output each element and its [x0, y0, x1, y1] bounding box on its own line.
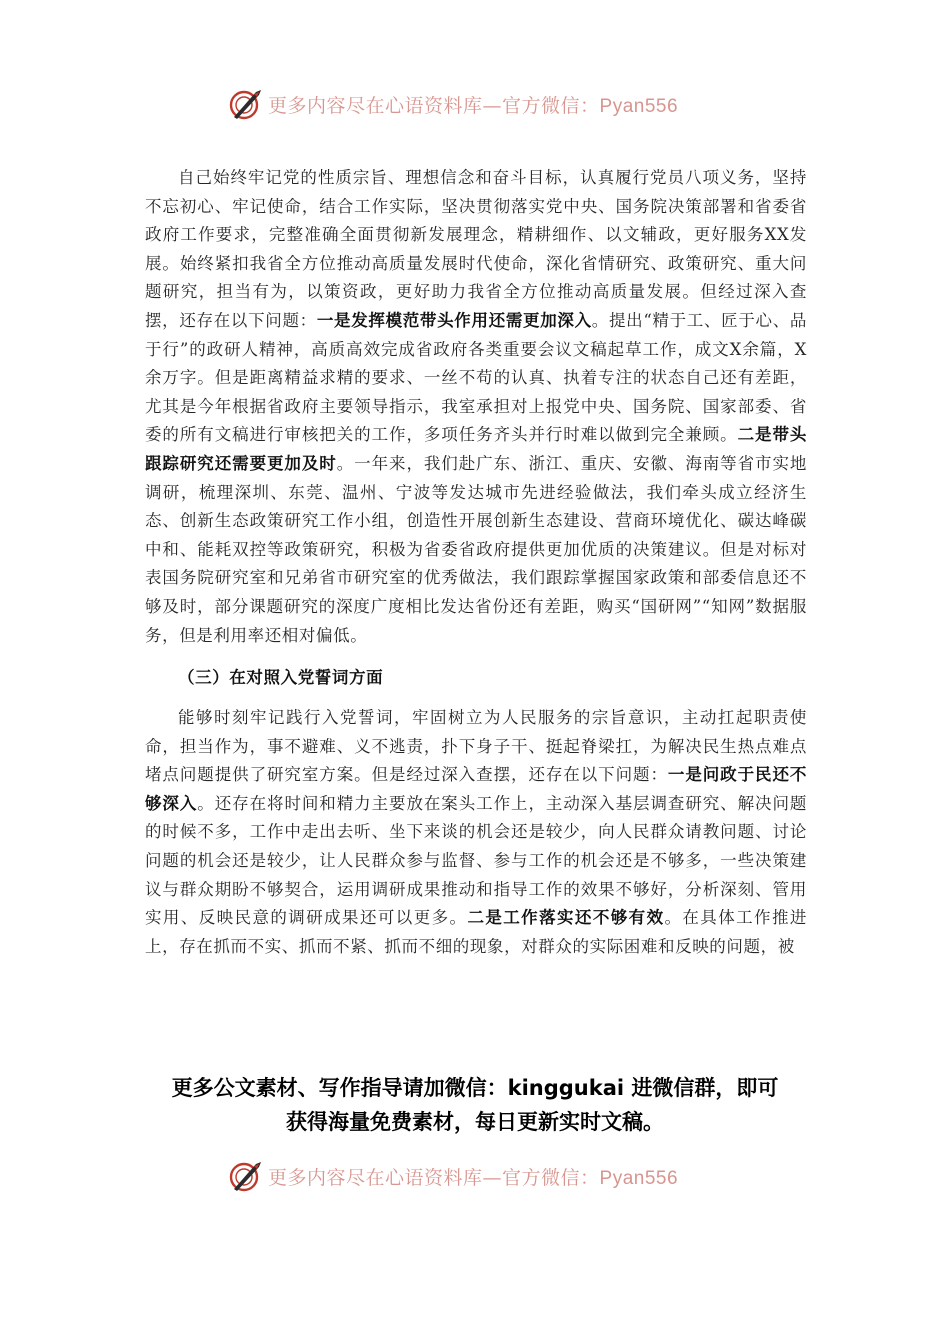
section-heading: （三）在对照入党誓词方面 [178, 668, 384, 688]
promo-line-2: 获得海量免费素材，每日更新实时文稿。 [286, 1110, 664, 1134]
header-watermark [228, 84, 748, 124]
paragraph-party-nature [145, 164, 807, 650]
watermark-text [268, 1163, 678, 1190]
paragraph-text: 。还存在将时间和精力主要放在案头工作上，主动深入基层调查研究、解决问题的时候不多，工作中走出去听、坐下来谈的机会还是较少，向人民群众请教问题、讨论问题的机会还是较少，让人民群众参与监督、参与工作的机会还是不够多，一些决策建议与群众期盼不够契合，运用调研成果推动和指导工作的效果不够好，分析深刻、管用实用、反映民意的调研成果还可以更多。 [145, 793, 807, 928]
quill-pen-logo-icon [228, 86, 264, 122]
quill-pen-logo-icon [228, 1158, 264, 1194]
promo-line-1: 更多公文素材、写作指导请加微信：kinggukai 进微信群，即可 [171, 1076, 779, 1100]
watermark-label: 更多内容尽在心语资料库—官方微信： [268, 1166, 600, 1189]
promo-banner [120, 1071, 830, 1139]
emphasis-point-two: 二是带头跟踪研究还需要更加及时 [145, 425, 807, 473]
emphasis-point-one: 一是问政于民还不够深入 [145, 765, 807, 813]
watermark-wechat-id: Pyan556 [599, 95, 679, 117]
watermark-label: 更多内容尽在心语资料库—官方微信： [268, 94, 600, 117]
footer-watermark [228, 1156, 748, 1196]
watermark-text [268, 91, 678, 118]
paragraph-text: 。在具体工作推进上，存在抓而不实、抓而不紧、抓而不细的现象，对群众的实际困难和反映的问题，被 [145, 908, 807, 956]
emphasis-point-one: 一是发挥模范带头作用还需更加深入 [316, 310, 592, 330]
watermark-wechat-id: Pyan556 [599, 1167, 679, 1189]
paragraph-text: 自己始终牢记党的性质宗旨、理想信念和奋斗目标，认真履行党员八项义务，坚持不忘初心、牢记使命，结合工作实际，坚决贯彻落实党中央、国务院决策部署和省委省政府工作要求，完整准确全面贯彻新发展理念，精耕细作、以文辅政，更好服务XX发展。始终紧扣我省全方位推动高质量发展时代使命，深化省情研究、政策研究、重大问题研究，担当有为，以策资政，更好助力我省全方位推动高质量发展。但经过深入查摆，还存在以下问题： [145, 168, 807, 330]
paragraph-text: 。一年来，我们赴广东、浙江、重庆、安徽、海南等省市实地调研，梳理深圳、东莞、温州、宁波等发达城市先进经验做法，我们牵头成立经济生态、创新生态政策研究工作小组，创造性开展创新生态建设、营商环境优化、碳达峰碳中和、能耗双控等政策研究，积极为省委省政府提供更加优质的决策建议。但是对标对表国务院研究室和兄弟省市研究室的优秀做法，我们跟踪掌握国家政策和部委信息还不够及时，部分课题研究的深度广度相比发达省份还有差距，购买“国研网”“知网”数据服务，但是利用率还相对偏低。 [145, 453, 807, 645]
emphasis-point-two: 二是工作落实还不够有效 [467, 908, 665, 928]
paragraph-oath [145, 704, 807, 961]
document-body [145, 164, 807, 961]
paragraph-text: 。提出“精于工、匠于心、品于行”的政研人精神，高质高效完成省政府各类重要会议文稿起草工作，成文X余篇，X余万字。但是距离精益求精的要求、一丝不苟的认真、执着专注的状态自己还有差距，尤其是今年根据省政府主要领导指示，我室承担对上报党中央、国务院、国家部委、省委的所有文稿进行审核把关的工作，多项任务齐头并行时难以做到完全兼顾。 [145, 310, 807, 445]
paragraph-text: 能够时刻牢记践行入党誓词，牢固树立为人民服务的宗旨意识，主动扛起职责使命，担当作为，事不避难、义不逃责，扑下身子干、挺起脊梁扛，为解决民生热点难点堵点问题提供了研究室方案。但是经过深入查摆，还存在以下问题： [145, 708, 807, 785]
